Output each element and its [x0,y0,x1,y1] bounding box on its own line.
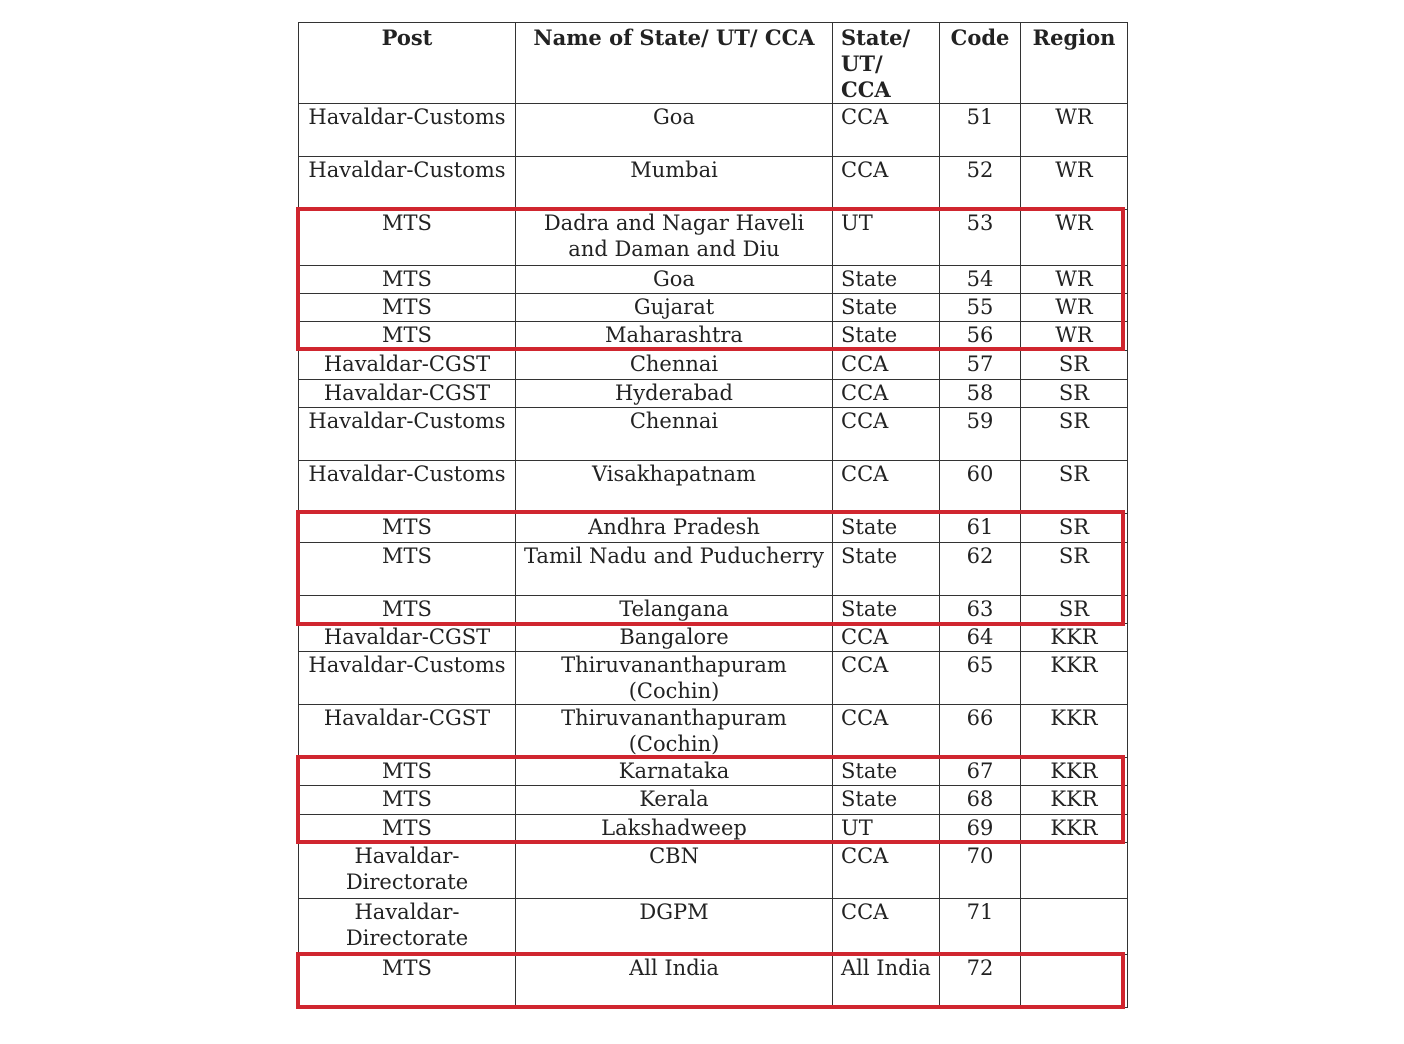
post-cell: Havaldar-Customs [299,408,516,461]
code-cell: 70 [940,843,1021,899]
table-row [299,843,1128,899]
code-cell: 58 [940,380,1021,408]
code-cell: 54 [940,266,1021,294]
region-cell: KKR [1021,758,1128,786]
post-cell: MTS [299,294,516,322]
table-row [299,294,1128,322]
name-cell: Andhra Pradesh [516,514,833,543]
region-cell: WR [1021,294,1128,322]
type-cell: State [833,294,940,322]
type-cell: State [833,266,940,294]
code-cell: 55 [940,294,1021,322]
region-cell: SR [1021,380,1128,408]
region-cell: KKR [1021,786,1128,815]
table-row [299,705,1128,758]
post-cell: Havaldar-CGST [299,351,516,380]
name-cell: Thiruvananthapuram (Cochin) [516,652,833,705]
table-row [299,652,1128,705]
header-name: Name of State/ UT/ CCA [516,23,833,104]
post-cell: MTS [299,322,516,351]
name-cell: Lakshadweep [516,815,833,843]
region-cell: SR [1021,543,1128,596]
code-cell: 61 [940,514,1021,543]
code-cell: 51 [940,104,1021,157]
type-cell: CCA [833,351,940,380]
region-cell: KKR [1021,624,1128,652]
type-cell: State [833,322,940,351]
type-cell: CCA [833,408,940,461]
region-cell: SR [1021,408,1128,461]
code-cell: 72 [940,955,1021,1008]
name-cell: Maharashtra [516,322,833,351]
header-code: Code [940,23,1021,104]
name-cell: Mumbai [516,157,833,210]
name-cell: Goa [516,266,833,294]
code-cell: 62 [940,543,1021,596]
name-cell: Thiruvananthapuram (Cochin) [516,705,833,758]
header-type: State/ UT/ CCA [833,23,940,104]
type-cell: State [833,786,940,815]
type-cell: CCA [833,380,940,408]
post-code-table-sheet [298,22,1127,1008]
table-row [299,786,1128,815]
type-cell: CCA [833,104,940,157]
type-cell: CCA [833,843,940,899]
type-cell: CCA [833,899,940,955]
post-cell: MTS [299,786,516,815]
post-cell: Havaldar-Directorate [299,843,516,899]
region-cell: SR [1021,514,1128,543]
code-cell: 57 [940,351,1021,380]
code-cell: 64 [940,624,1021,652]
code-cell: 65 [940,652,1021,705]
table-row [299,461,1128,514]
header-region: Region [1021,23,1128,104]
type-cell: State [833,596,940,624]
code-cell: 52 [940,157,1021,210]
table-row [299,514,1128,543]
name-cell: Tamil Nadu and Puducherry [516,543,833,596]
type-cell: All India [833,955,940,1008]
region-cell: WR [1021,266,1128,294]
post-cell: MTS [299,210,516,266]
table-row [299,408,1128,461]
code-cell: 60 [940,461,1021,514]
region-cell: WR [1021,210,1128,266]
table-row [299,104,1128,157]
name-cell: Chennai [516,408,833,461]
type-cell: CCA [833,157,940,210]
region-cell: KKR [1021,705,1128,758]
table-row [299,157,1128,210]
code-cell: 59 [940,408,1021,461]
type-cell: CCA [833,461,940,514]
type-cell: UT [833,815,940,843]
region-cell: SR [1021,351,1128,380]
table-row [299,815,1128,843]
post-cell: MTS [299,543,516,596]
name-cell: Telangana [516,596,833,624]
post-cell: Havaldar-Customs [299,104,516,157]
post-cell: MTS [299,266,516,294]
region-cell [1021,899,1128,955]
region-cell: WR [1021,157,1128,210]
name-cell: Chennai [516,351,833,380]
table-row [299,543,1128,596]
table-row [299,596,1128,624]
code-cell: 69 [940,815,1021,843]
region-cell: KKR [1021,815,1128,843]
type-cell: State [833,514,940,543]
post-cell: Havaldar-Directorate [299,899,516,955]
name-cell: CBN [516,843,833,899]
name-cell: Hyderabad [516,380,833,408]
table-row [299,380,1128,408]
table-row [299,322,1128,351]
header-row [299,23,1128,104]
code-cell: 53 [940,210,1021,266]
post-cell: Havaldar-Customs [299,157,516,210]
code-cell: 67 [940,758,1021,786]
type-cell: CCA [833,652,940,705]
name-cell: Kerala [516,786,833,815]
region-cell: WR [1021,104,1128,157]
table-row [299,955,1128,1008]
post-cell: Havaldar-CGST [299,380,516,408]
table-row [299,210,1128,266]
table-row [299,899,1128,955]
name-cell: All India [516,955,833,1008]
header-post: Post [299,23,516,104]
region-cell: WR [1021,322,1128,351]
name-cell: Bangalore [516,624,833,652]
table-body [299,104,1128,1008]
table-row [299,624,1128,652]
post-cell: MTS [299,758,516,786]
type-cell: CCA [833,705,940,758]
region-cell: SR [1021,596,1128,624]
name-cell: Gujarat [516,294,833,322]
region-cell: SR [1021,461,1128,514]
type-cell: CCA [833,624,940,652]
post-cell: MTS [299,596,516,624]
code-cell: 71 [940,899,1021,955]
post-cell: MTS [299,514,516,543]
table-row [299,351,1128,380]
post-cell: Havaldar-CGST [299,624,516,652]
post-cell: Havaldar-CGST [299,705,516,758]
post-code-table [298,22,1128,1008]
post-cell: MTS [299,815,516,843]
name-cell: Dadra and Nagar Haveli and Daman and Diu [516,210,833,266]
type-cell: UT [833,210,940,266]
post-cell: Havaldar-Customs [299,652,516,705]
code-cell: 63 [940,596,1021,624]
code-cell: 56 [940,322,1021,351]
region-cell: KKR [1021,652,1128,705]
type-cell: State [833,543,940,596]
name-cell: DGPM [516,899,833,955]
region-cell [1021,955,1128,1008]
table-row [299,266,1128,294]
code-cell: 66 [940,705,1021,758]
code-cell: 68 [940,786,1021,815]
region-cell [1021,843,1128,899]
type-cell: State [833,758,940,786]
post-cell: Havaldar-Customs [299,461,516,514]
name-cell: Visakhapatnam [516,461,833,514]
table-row [299,758,1128,786]
name-cell: Karnataka [516,758,833,786]
post-cell: MTS [299,955,516,1008]
name-cell: Goa [516,104,833,157]
